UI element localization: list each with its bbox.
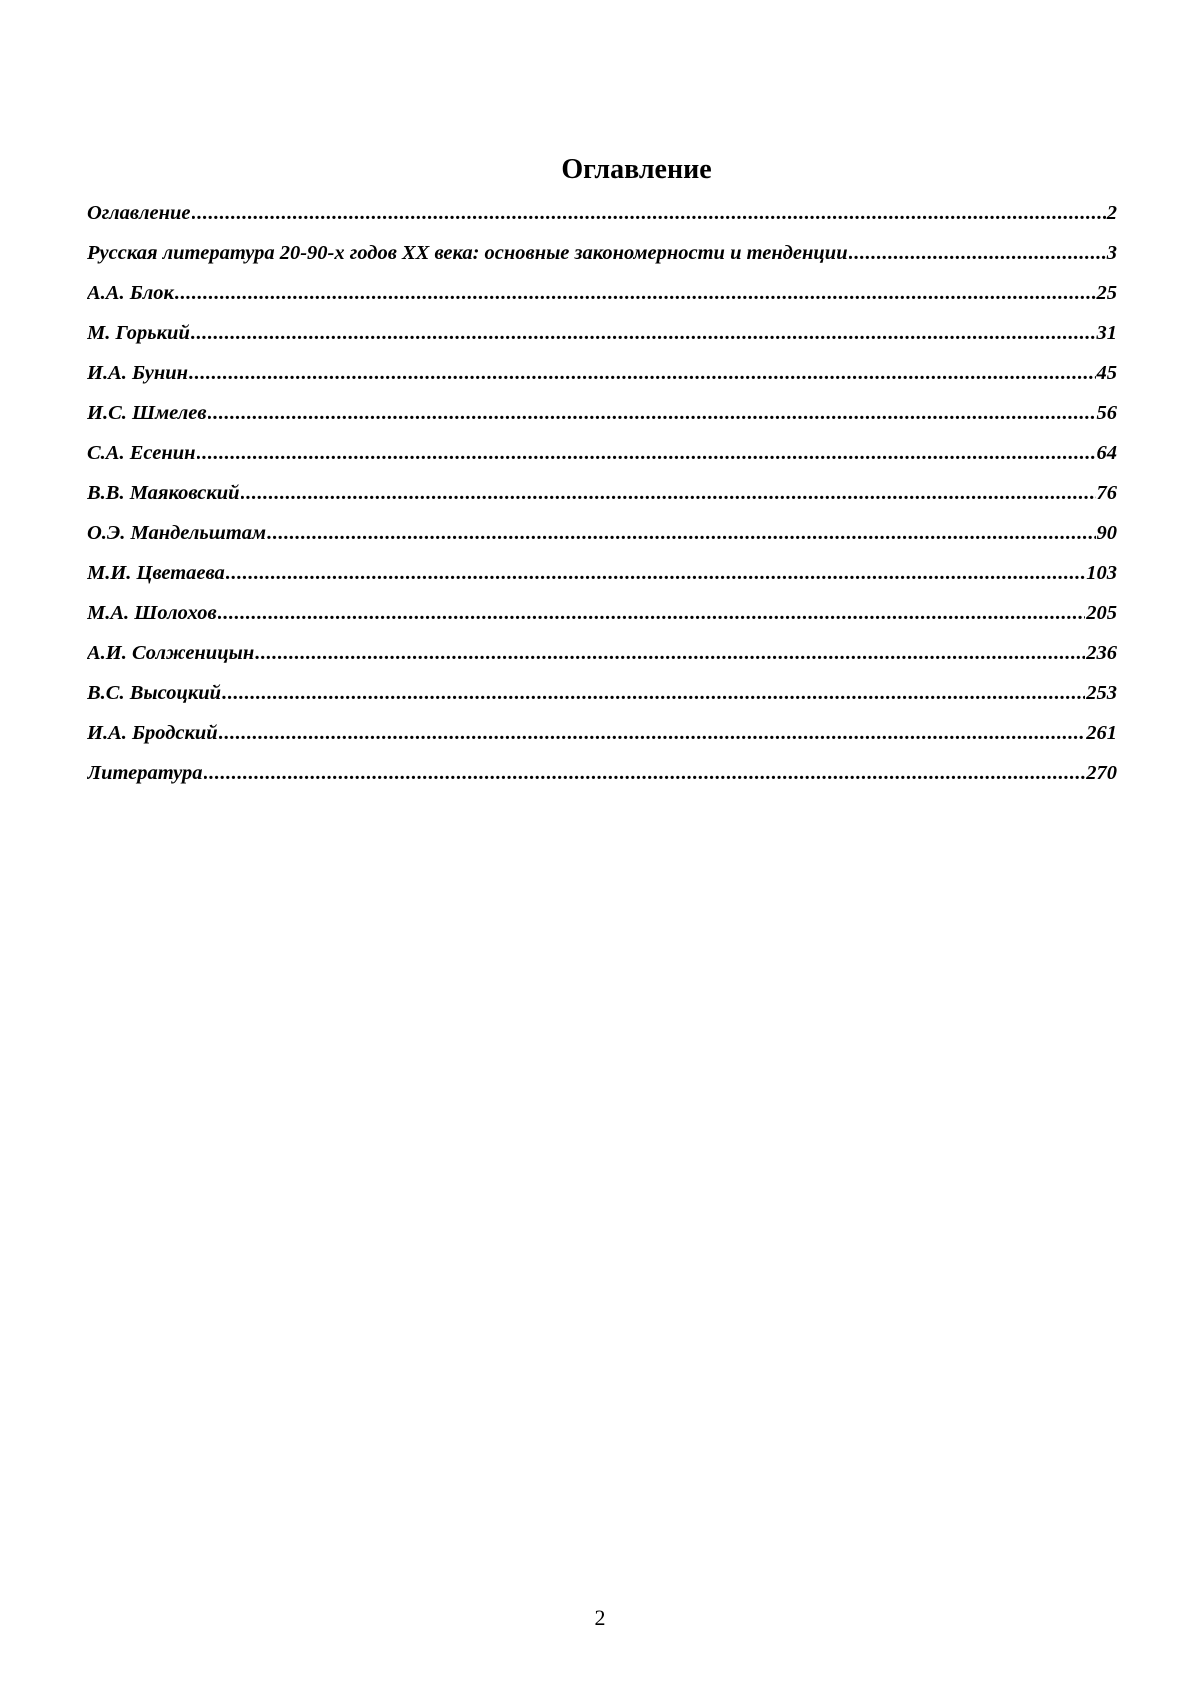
toc-entry-page: 31 <box>1096 322 1117 344</box>
toc-entry-solzhenitsyn[interactable] <box>87 641 1117 681</box>
toc-dot-leader <box>191 321 1096 345</box>
toc-entry-label: О.Э. Мандельштам <box>87 522 267 544</box>
toc-entry-page: 103 <box>1086 562 1117 584</box>
toc-entry-gorky[interactable] <box>87 321 1117 361</box>
toc-entry-russian-literature[interactable] <box>87 241 1117 281</box>
toc-entry-label: М. Горький <box>87 322 190 344</box>
toc-entry-page: 56 <box>1096 402 1117 424</box>
toc-entry-page: 76 <box>1096 482 1117 504</box>
toc-entry-label: М.А. Шолохов <box>87 602 217 624</box>
toc-entry-page: 25 <box>1096 282 1117 304</box>
toc-entry-label: Литература <box>87 762 203 784</box>
toc-entry-bunin[interactable] <box>87 361 1117 401</box>
toc-entry-mandelstam[interactable] <box>87 521 1117 561</box>
toc-entry-page: 236 <box>1086 642 1117 664</box>
toc-entry-label: Оглавление <box>87 202 191 224</box>
toc-entry-literature[interactable] <box>87 761 1117 801</box>
toc-entry-label: Русская литература 20-90-х годов XX века: основные закономерности и тенденции <box>87 242 848 264</box>
toc-entry-blok[interactable] <box>87 281 1117 321</box>
page-title: Оглавление <box>561 154 712 185</box>
toc-entry-label: В.В. Маяковский <box>87 482 240 504</box>
toc-entry-page: 3 <box>1106 242 1117 264</box>
page-number: 2 <box>594 1605 606 1630</box>
toc-dot-leader <box>849 241 1106 265</box>
toc-entry-label: И.А. Бродский <box>87 722 218 744</box>
toc-entry-tsvetaeva[interactable] <box>87 561 1117 601</box>
toc-entry-label: М.И. Цветаева <box>87 562 225 584</box>
toc-entry-label: И.С. Шмелев <box>87 402 207 424</box>
toc-entry-page: 64 <box>1096 442 1117 464</box>
toc-entry-label: С.А. Есенин <box>87 442 196 464</box>
toc-entry-contents[interactable] <box>87 201 1117 241</box>
toc-entry-page: 253 <box>1086 682 1117 704</box>
toc-dot-leader <box>226 561 1085 585</box>
toc-entry-page: 205 <box>1086 602 1117 624</box>
toc-dot-leader <box>197 441 1096 465</box>
toc-dot-leader <box>255 641 1085 665</box>
toc-entry-vysotsky[interactable] <box>87 681 1117 721</box>
toc-entry-page: 261 <box>1086 722 1117 744</box>
toc-dot-leader <box>267 521 1095 545</box>
toc-dot-leader <box>192 201 1106 225</box>
toc-entry-esenin[interactable] <box>87 441 1117 481</box>
table-of-contents <box>87 201 1117 801</box>
toc-entry-page: 270 <box>1086 762 1117 784</box>
toc-entry-page: 2 <box>1106 202 1117 224</box>
toc-entry-label: А.А. Блок <box>87 282 174 304</box>
toc-dot-leader <box>219 721 1086 745</box>
toc-entry-shmelev[interactable] <box>87 401 1117 441</box>
toc-dot-leader <box>204 761 1086 785</box>
toc-dot-leader <box>189 361 1095 385</box>
toc-entry-page: 90 <box>1096 522 1117 544</box>
toc-dot-leader <box>208 401 1096 425</box>
toc-dot-leader <box>175 281 1096 305</box>
toc-entry-page: 45 <box>1096 362 1117 384</box>
toc-dot-leader <box>218 601 1086 625</box>
toc-entry-label: В.С. Высоцкий <box>87 682 222 704</box>
toc-dot-leader <box>222 681 1085 705</box>
toc-entry-brodsky[interactable] <box>87 721 1117 761</box>
toc-entry-sholokhov[interactable] <box>87 601 1117 641</box>
toc-dot-leader <box>241 481 1096 505</box>
toc-entry-mayakovsky[interactable] <box>87 481 1117 521</box>
toc-entry-label: И.А. Бунин <box>87 362 189 384</box>
toc-entry-label: А.И. Солженицын <box>87 642 255 664</box>
